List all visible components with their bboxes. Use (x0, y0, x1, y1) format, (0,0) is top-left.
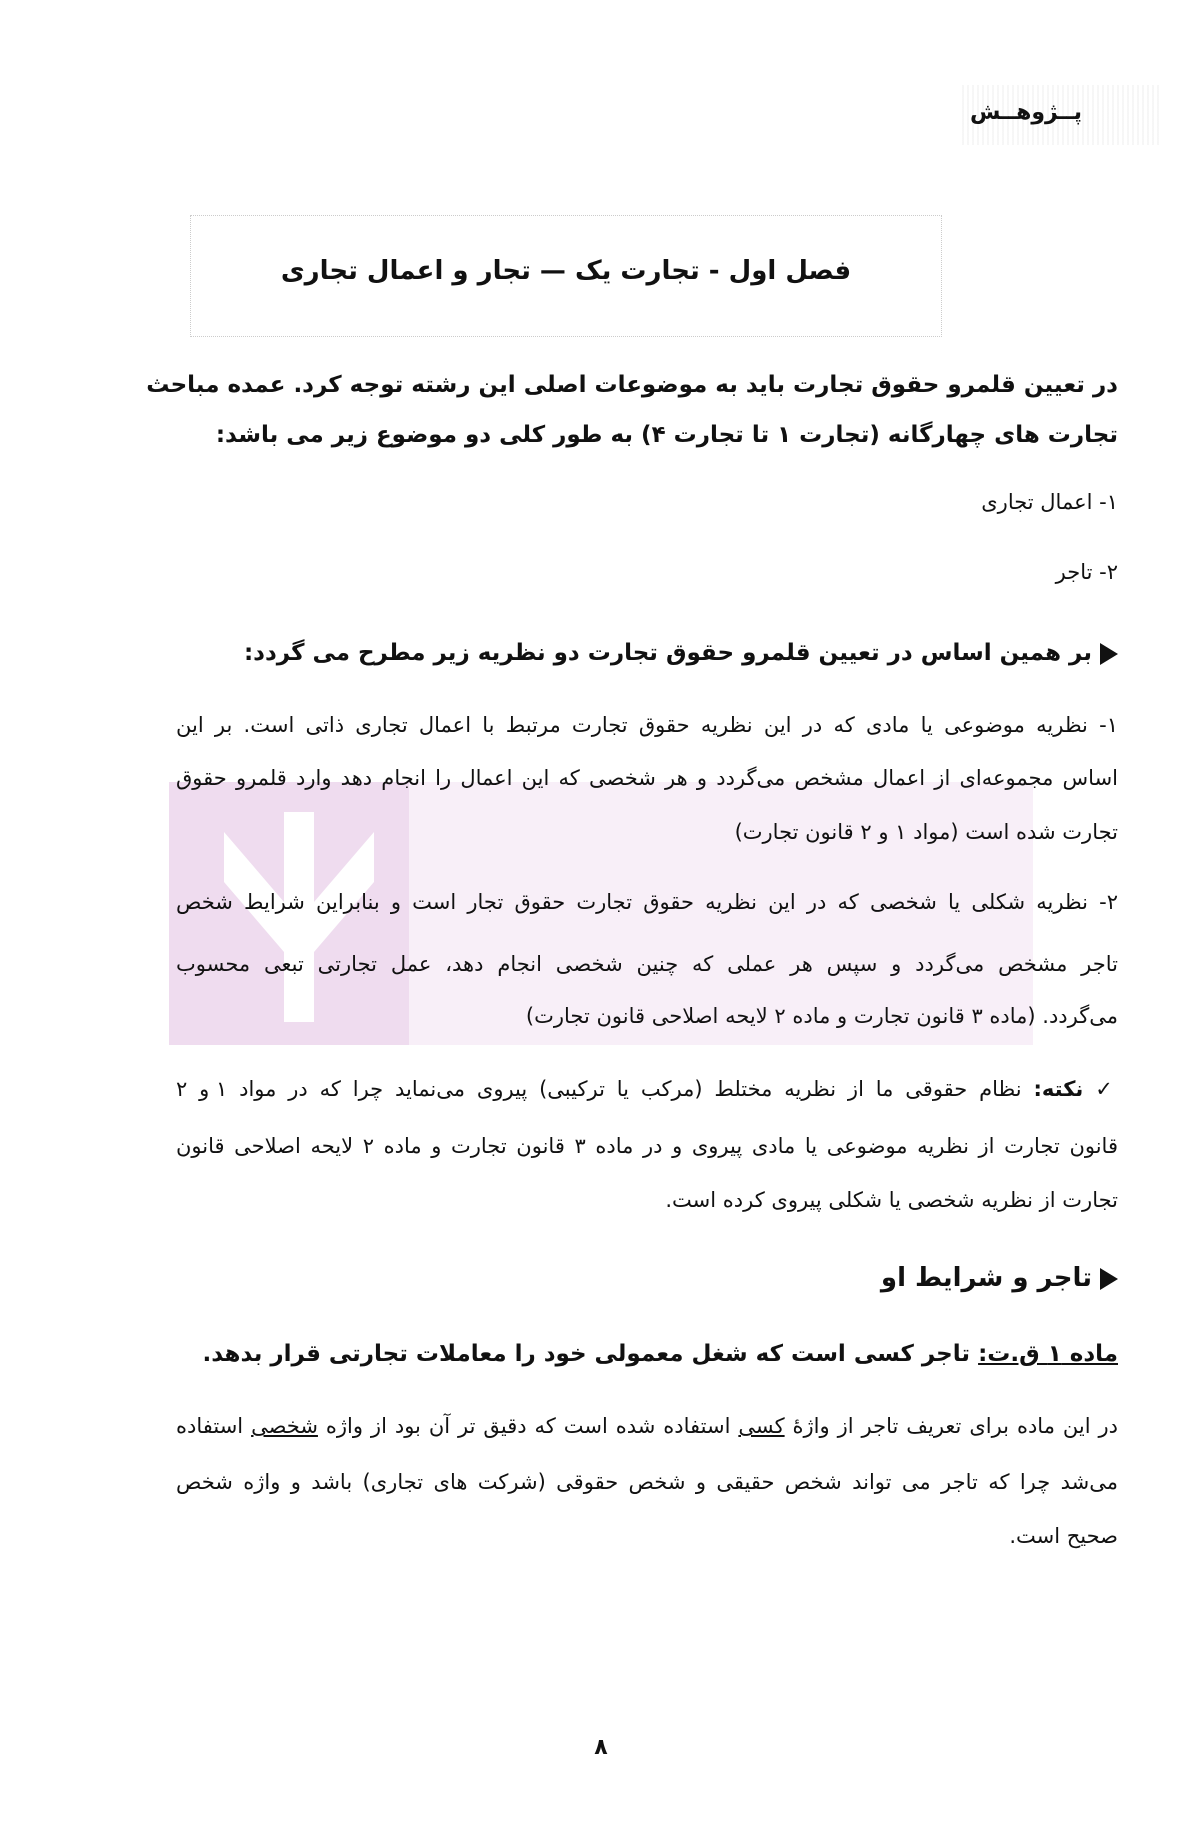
commentary-line: صحیح است. (1009, 1524, 1118, 1548)
theory2-line: ۲- نظریه شکلی یا شخصی که در این نظریه حقوق تجارت حقوق تجار است و بنابراین شرایط شخص (176, 890, 1118, 914)
intro-line: تجارت های چهارگانه (تجارت ۱ تا تجارت ۴) به طور کلی دو موضوع زیر می باشد: (215, 422, 1118, 448)
check-icon: ✓ (1095, 1077, 1118, 1101)
article-line (176, 1338, 1118, 1370)
section-heading (176, 1262, 1118, 1294)
note-line: قانون تجارت از نظریه موضوعی یا مادی پیروی و در ماده ۳ قانون تجارت و ماده ۲ لایحه اصلاحی قانون (176, 1134, 1118, 1158)
article-text: تاجر کسی است که شغل معمولی خود را معاملات تجارتی قرار بدهد. (202, 1341, 971, 1367)
article-label: ماده ۱ ق.ت: (978, 1341, 1118, 1367)
commentary-text: استفاده شده است که دقیق تر آن بود از واژه (317, 1414, 739, 1438)
section-heading-text: تاجر و شرایط او (880, 1263, 1092, 1293)
commentary-line: می‌شد چرا که تاجر می تواند شخص حقیقی و شخص حقوقی (شرکت های تجاری) باشد و واژه شخص (176, 1470, 1118, 1494)
theory2-line: می‌گردد. (ماده ۳ قانون تجارت و ماده ۲ لایحه اصلاحی قانون تجارت) (525, 1004, 1118, 1028)
commentary-line (176, 1410, 1118, 1442)
running-header: پــژوهــش (969, 100, 1082, 125)
note-label: نکته: (1033, 1077, 1084, 1101)
underlined-word: شخصی (251, 1414, 318, 1438)
theory1-line: اساس مجموعه‌ای از اعمال مشخص می‌گردد و هر شخصی که این اعمال را انجام دهد وارد قلمرو حقوق (176, 766, 1118, 790)
list-item: ۱- اعمال تجاری (981, 490, 1118, 514)
list-item: ۲- تاجر (1055, 560, 1118, 584)
note-text: نظام حقوقی ما از نظریه مختلط (مرکب یا ترکیبی) پیروی می‌نماید چرا که در مواد ۱ و ۲ (176, 1077, 1022, 1101)
section-heading (176, 637, 1118, 669)
chapter-title: فصل اول - تجارت یک — تجار و اعمال تجاری (280, 256, 852, 286)
note-line: تجارت از نظریه شخصی یا شکلی پیروی کرده است. (665, 1188, 1118, 1212)
section-heading-text: بر همین اساس در تعیین قلمرو حقوق تجارت دو نظریه زیر مطرح می گردد: (243, 640, 1092, 666)
chapter-title-box (190, 215, 942, 337)
theory1-line: ۱- نظریه موضوعی یا مادی که در این نظریه حقوق تجارت مرتبط با اعمال تجاری ذاتی است. بر این (176, 713, 1118, 737)
underlined-word: کسی (738, 1414, 785, 1438)
triangle-bullet-icon (1100, 643, 1118, 665)
theory1-line: تجارت شده است (مواد ۱ و ۲ قانون تجارت) (734, 820, 1118, 844)
intro-line: در تعیین قلمرو حقوق تجارت باید به موضوعات اصلی این رشته توجه کرد. عمده مباحث (146, 372, 1118, 398)
commentary-text: در این ماده برای تعریف تاجر از واژهٔ (784, 1414, 1118, 1438)
commentary-text: استفاده (176, 1414, 252, 1438)
theory2-line: تاجر مشخص می‌گردد و سپس هر عملی که چنین شخصی انجام دهد، عمل تجارتی تبعی محسوب (176, 952, 1118, 976)
triangle-bullet-icon (1100, 1268, 1118, 1290)
page-number: ۸ (594, 1735, 608, 1760)
note-line (176, 1073, 1118, 1105)
